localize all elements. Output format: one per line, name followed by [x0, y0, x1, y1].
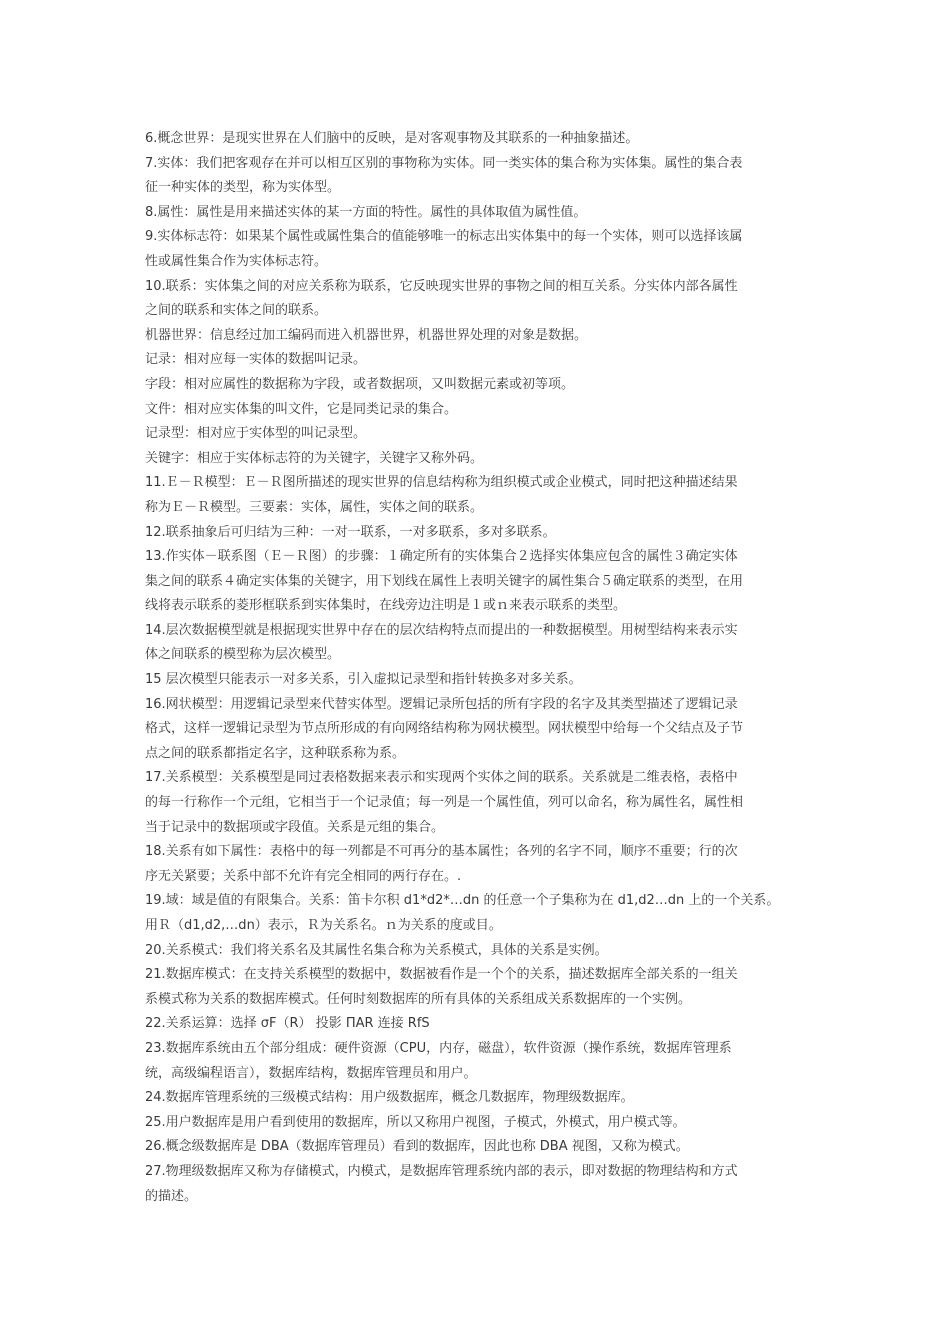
text-line: 文件：相对应实体集的叫文件，它是同类记录的集合。: [145, 401, 458, 417]
text-line: 8.属性：属性是用来描述实体的某一方面的特性。属性的具体取值为属性值。: [145, 204, 587, 220]
text-line: 用Ｒ（d1,d2,…dn）表示，Ｒ为关系名。ｎ为关系的度或目。: [145, 918, 502, 933]
text-line: 当于记录中的数据项或字段值。关系是元组的集合。: [145, 819, 445, 835]
text-line: 征一种实体的类型，称为实体型。: [145, 180, 341, 196]
text-line: 体之间联系的模型称为层次模型。: [145, 647, 341, 663]
text-line: 关键字：相应于实体标志符的为关键字，关键字又称外码。: [145, 450, 484, 466]
text-line: 25.用户数据库是用户看到使用的数据库，所以又称用户视图，子模式，外模式，用户模式等。: [145, 1114, 686, 1130]
text-line: 23.数据库系统由五个部分组成：硬件资源（CPU，内存，磁盘），软件资源（操作系统，数据库管理系: [145, 1040, 732, 1056]
text-line: 6.概念世界：是现实世界在人们脑中的反映，是对客观事物及其联系的一种抽象描述。: [145, 131, 639, 146]
text-line: 20.关系模式：我们将关系名及其属性名集合称为关系模式，具体的关系是实例。: [145, 942, 608, 958]
text-line: 统，高级编程语言），数据库结构，数据库管理员和用户。: [145, 1065, 477, 1081]
text-line: 16.网状模型：用逻辑记录型来代替实体型。逻辑记录所包括的所有字段的名字及其类型描述了逻辑记录: [145, 696, 738, 712]
text-line: 格式，这样一逻辑记录型为节点所形成的有向网络结构称为网状模型。网状模型中给每一个父结点及子节: [145, 721, 744, 737]
text-line: 13.作实体－联系图（Ｅ－Ｒ图）的步骤：１确定所有的实体集合２选择实体集应包含的属性３确定实体: [145, 549, 738, 565]
text-line: 机器世界：信息经过加工编码而进入机器世界，机器世界处理的对象是数据。: [145, 327, 588, 343]
document-body: [145, 127, 825, 1209]
text-line: 点之间的联系都指定名字，这种联系称为系。: [145, 745, 406, 761]
text-line: 称为Ｅ－Ｒ模型。三要素：实体，属性，实体之间的联系。: [145, 499, 484, 515]
text-line: 27.物理级数据库又称为存储模式，内模式，是数据库管理系统内部的表示，即对数据的物理结构和方式: [145, 1163, 738, 1179]
text-line: 11.Ｅ－Ｒ模型：Ｅ－Ｒ图所描述的现实世界的信息结构称为组织模式或企业模式，同时把这种描述结果: [145, 475, 738, 491]
text-line: 性或属性集合作为实体标志符。: [145, 253, 328, 269]
text-line: 线将表示联系的菱形框联系到实体集时，在线旁边注明是１或ｎ来表示联系的类型。: [145, 598, 627, 614]
text-line: 21.数据库模式：在支持关系模型的数据中，数据被看作是一个个的关系，描述数据库全部关系的一组关: [145, 967, 738, 983]
text-line: 17.关系模型：关系模型是同过表格数据来表示和实现两个实体之间的联系。关系就是二维表格，表格中: [145, 770, 738, 786]
text-line: 18.关系有如下属性：表格中的每一列都是不可再分的基本属性；各列的名字不同，顺序不重要；行的次: [145, 844, 738, 860]
text-line: 字段：相对应属性的数据称为字段，或者数据项，又叫数据元素或初等项。: [145, 376, 575, 392]
text-line: 序无关紧要；关系中部不允许有完全相同的两行存在。.: [145, 868, 462, 884]
text-line: 22.关系运算：选择 σF（R） 投影 ΠAR 连接 RfS: [145, 1016, 430, 1032]
text-line: 记录：相对应每一实体的数据叫记录。: [145, 352, 367, 368]
text-line: 的描述。: [145, 1188, 198, 1204]
text-line: 9.实体标志符：如果某个属性或属性集合的值能够唯一的标志出实体集中的每一个实体，则可以选择该属: [145, 229, 743, 245]
text-line: 19.域：域是值的有限集合。关系：笛卡尔积 d1*d2*…dn 的任意一个子集称为在 d1,d2…dn 上的一个关系。: [145, 893, 780, 909]
text-line: 12.联系抽象后可归结为三种：一对一联系，一对多联系，多对多联系。: [145, 524, 556, 540]
text-line: 24.数据库管理系统的三级模式结构：用户级数据库，概念几数据库，物理级数据库。: [145, 1090, 634, 1106]
text-line: 10.联系：实体集之间的对应关系称为联系，它反映现实世界的事物之间的相互关系。分实体内部各属性: [145, 278, 738, 294]
text-line: 26.概念级数据库是 DBA（数据库管理员）看到的数据库，因此也称 DBA 视图，又称为模式。: [145, 1139, 689, 1155]
text-line: 之间的联系和实体之间的联系。: [145, 303, 328, 319]
text-line: 记录型：相对应于实体型的叫记录型。: [145, 426, 367, 442]
text-line: 集之间的联系４确定实体集的关键字，用下划线在属性上表明关键字的属性集合５确定联系的类型，在用: [145, 573, 744, 589]
text-line: 15 层次模型只能表示一对多关系，引入虚拟记录型和指针转换多对多关系。: [145, 672, 582, 688]
text-line: 系模式称为关系的数据库模式。任何时刻数据库的所有具体的关系组成关系数据库的一个实例。: [145, 991, 692, 1007]
text-line: 14.层次数据模型就是根据现实世界中存在的层次结构特点而提出的一种数据模型。用树型结构来表示实: [145, 622, 738, 638]
text-line: 的每一行称作一个元组，它相当于一个记录值；每一列是一个属性值，列可以命名，称为属性名，属性相: [145, 795, 744, 811]
text-line: 7.实体：我们把客观存在并可以相互区别的事物称为实体。同一类实体的集合称为实体集。属性的集合表: [145, 155, 743, 171]
